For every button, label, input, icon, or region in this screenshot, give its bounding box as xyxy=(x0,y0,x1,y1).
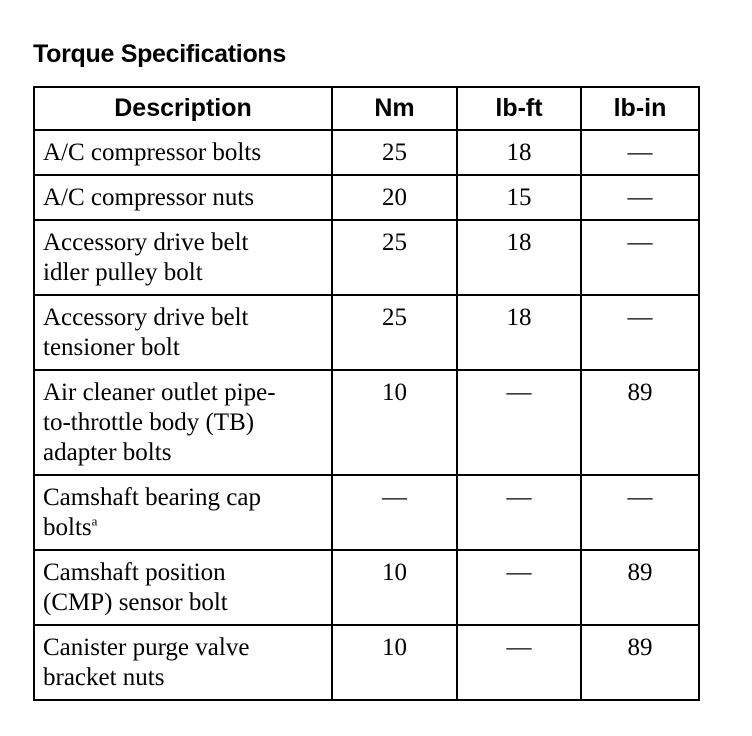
footnote-marker: a xyxy=(91,513,98,529)
column-header-nm: Nm xyxy=(332,87,457,130)
lb-in-cell: — xyxy=(581,475,699,550)
nm-cell: 25 xyxy=(332,130,457,175)
lb-in-cell: 89 xyxy=(581,625,699,700)
table-row xyxy=(34,475,699,550)
lb-ft-cell: — xyxy=(457,625,581,700)
column-header-lb-in: lb-in xyxy=(581,87,699,130)
description-text: Camshaft position (CMP) sensor bolt xyxy=(43,559,228,616)
description-text: Camshaft bearing cap bolts xyxy=(43,484,261,541)
table-row xyxy=(34,625,699,700)
nm-cell: 25 xyxy=(332,220,457,295)
lb-in-cell: — xyxy=(581,175,699,220)
lb-ft-cell: 18 xyxy=(457,130,581,175)
description-text: A/C compressor nuts xyxy=(43,184,255,211)
description-text: Air cleaner outlet pipe-to-throttle body (TB) adapter bolts xyxy=(43,379,276,466)
torque-spec-table xyxy=(33,86,700,701)
lb-in-cell: 89 xyxy=(581,370,699,475)
table-row xyxy=(34,130,699,175)
table-row xyxy=(34,295,699,370)
description-cell xyxy=(34,550,332,625)
description-cell xyxy=(34,175,332,220)
description-text: Canister purge valve bracket nuts xyxy=(43,634,250,691)
header-row xyxy=(34,87,699,130)
table-row xyxy=(34,220,699,295)
lb-in-cell: — xyxy=(581,130,699,175)
nm-cell: 20 xyxy=(332,175,457,220)
nm-cell: 10 xyxy=(332,550,457,625)
description-cell xyxy=(34,130,332,175)
lb-ft-cell: — xyxy=(457,475,581,550)
description-cell xyxy=(34,625,332,700)
table-row xyxy=(34,175,699,220)
page-title: Torque Specifications xyxy=(33,40,287,68)
description-text: Accessory drive belt tensioner bolt xyxy=(43,304,249,361)
nm-cell: 10 xyxy=(332,370,457,475)
lb-in-cell: 89 xyxy=(581,550,699,625)
table-row xyxy=(34,370,699,475)
nm-cell: 10 xyxy=(332,625,457,700)
description-text: A/C compressor bolts xyxy=(43,139,262,166)
lb-ft-cell: 18 xyxy=(457,295,581,370)
lb-ft-cell: — xyxy=(457,370,581,475)
description-cell xyxy=(34,475,332,550)
description-cell xyxy=(34,370,332,475)
description-text: Accessory drive belt idler pulley bolt xyxy=(43,229,249,286)
lb-ft-cell: 15 xyxy=(457,175,581,220)
description-cell xyxy=(34,220,332,295)
lb-ft-cell: 18 xyxy=(457,220,581,295)
column-header-lb-ft: lb-ft xyxy=(457,87,581,130)
lb-in-cell: — xyxy=(581,295,699,370)
lb-in-cell: — xyxy=(581,220,699,295)
lb-ft-cell: — xyxy=(457,550,581,625)
nm-cell: 25 xyxy=(332,295,457,370)
table-row xyxy=(34,550,699,625)
description-cell xyxy=(34,295,332,370)
nm-cell: — xyxy=(332,475,457,550)
column-header-description: Description xyxy=(34,87,332,130)
